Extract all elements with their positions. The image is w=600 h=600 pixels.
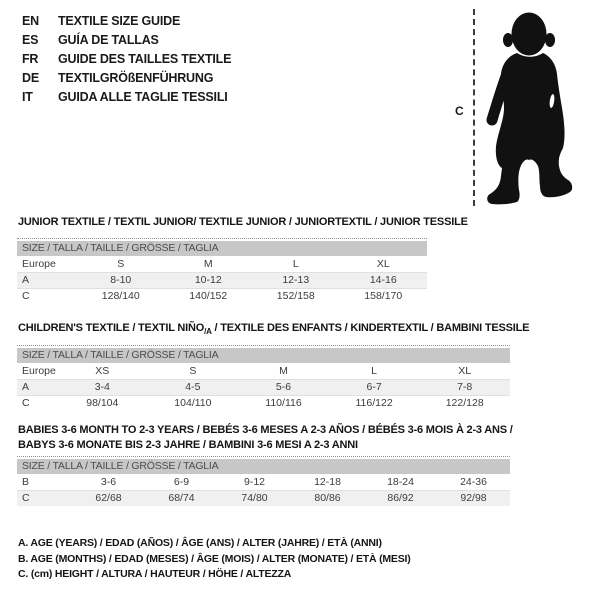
language-row-it	[22, 88, 231, 107]
note-age-years: A. AGE (YEARS) / EDAD (AÑOS) / ÂGE (ANS) / ALTER (JAHRE) / ETÀ (ANNI)	[18, 537, 382, 549]
language-title: TEXTILE SIZE GUIDE	[58, 14, 181, 28]
row-label: B	[22, 476, 30, 488]
value-cell: 152/158	[276, 290, 315, 302]
value-cell: 128/140	[101, 290, 140, 302]
language-title: GUIDA ALLE TAGLIE TESSILI	[58, 90, 228, 104]
table-top-rule	[17, 345, 510, 346]
table-top-rule	[17, 238, 427, 239]
value-cell: 104/110	[174, 397, 212, 409]
value-cell: 7-8	[457, 381, 473, 393]
value-cell: 12-18	[314, 476, 341, 488]
language-row-es	[22, 31, 231, 50]
size-cell: S	[189, 365, 197, 377]
children-table-title	[18, 322, 529, 336]
table-row-age	[17, 379, 510, 395]
junior-size-table	[17, 238, 427, 304]
size-cell: XL	[458, 365, 472, 377]
value-cell: 110/116	[265, 397, 302, 409]
language-title: TEXTILGRÖßENFÜHRUNG	[58, 71, 214, 85]
size-cell: XL	[376, 258, 390, 270]
table-row-europe	[17, 256, 427, 272]
language-row-de	[22, 69, 231, 88]
value-cell: 122/128	[445, 397, 484, 409]
value-cell: 9-12	[243, 476, 265, 488]
table-row-europe	[17, 363, 510, 379]
size-cell: L	[292, 258, 299, 270]
value-cell: 62/68	[95, 492, 122, 504]
size-header-bar: SIZE / TALLA / TAILLE / GRÖSSE / TAGLIA	[17, 348, 510, 363]
value-cell: 10-12	[194, 274, 222, 286]
value-cell: 74/80	[241, 492, 268, 504]
value-cell: 92/98	[460, 492, 487, 504]
table-row-height	[17, 288, 427, 304]
table-row-age	[17, 272, 427, 288]
value-cell: 5-6	[275, 381, 292, 393]
table-row-height	[17, 395, 510, 411]
row-label: C	[22, 290, 30, 302]
language-title-list	[22, 12, 231, 107]
babies-table-title-line2: BABYS 3-6 MONATE BIS 2-3 JAHRE / BAMBINI 3-6 MESI A 2-3 ANNI	[18, 439, 358, 451]
value-cell: 86/92	[387, 492, 414, 504]
value-cell: 3-6	[100, 476, 117, 488]
value-cell: 8-10	[110, 274, 132, 286]
note-height-cm: C. (cm) HEIGHT / ALTURA / HAUTEUR / HÖHE / ALTEZZA	[18, 568, 292, 580]
row-label: A	[22, 381, 30, 393]
babies-table-title-line1: BABIES 3-6 MONTH TO 2-3 YEARS / BEBÉS 3-6 MESES A 2-3 AÑOS / BÉBÉS 3-6 MOIS À 2-3 ANS /	[18, 424, 513, 436]
language-row-fr	[22, 50, 231, 69]
language-code: FR	[22, 52, 39, 66]
table-row-months	[17, 474, 510, 490]
row-label: A	[22, 274, 30, 286]
size-cell: L	[371, 365, 378, 377]
language-code: ES	[22, 33, 39, 47]
row-label: C	[22, 397, 30, 409]
table-top-rule	[17, 456, 510, 457]
value-cell: 158/170	[364, 290, 403, 302]
table-row-height	[17, 490, 510, 506]
size-cell: S	[117, 258, 125, 270]
junior-table-title: JUNIOR TEXTILE / TEXTIL JUNIOR/ TEXTILE JUNIOR / JUNIORTEXTIL / JUNIOR TESSILE	[18, 216, 468, 228]
value-cell: 24-36	[460, 476, 487, 488]
size-cell: XS	[95, 365, 110, 377]
language-title: GUÍA DE TALLAS	[58, 33, 159, 47]
language-code: IT	[22, 90, 33, 104]
language-code: DE	[22, 71, 39, 85]
language-title: GUIDE DES TAILLES TEXTILE	[58, 52, 232, 66]
value-cell: 18-24	[387, 476, 414, 488]
height-measure-label: C	[455, 104, 464, 118]
value-cell: 98/104	[86, 397, 119, 409]
title-sub-text: /A	[204, 327, 212, 337]
title-text: / TEXTILE DES ENFANTS / KINDERTEXTIL / BAMBINI TESSILE	[211, 322, 530, 334]
size-cell: M	[203, 258, 213, 270]
row-label: Europe	[22, 365, 56, 377]
babies-size-table	[17, 456, 510, 506]
title-text: CHILDREN'S TEXTILE / TEXTIL NIÑO	[18, 322, 205, 334]
value-cell: 68/74	[168, 492, 195, 504]
value-cell: 6-9	[173, 476, 190, 488]
value-cell: 3-4	[94, 381, 110, 393]
value-cell: 140/152	[189, 290, 228, 302]
language-code: EN	[22, 14, 39, 28]
height-measure-dashed-line	[473, 9, 475, 206]
toddler-silhouette-icon	[484, 8, 576, 208]
row-label: Europe	[22, 258, 56, 270]
value-cell: 80/86	[314, 492, 341, 504]
size-header-bar: SIZE / TALLA / TAILLE / GRÖSSE / TAGLIA	[17, 241, 427, 256]
children-size-table	[17, 345, 510, 411]
size-header-bar: SIZE / TALLA / TAILLE / GRÖSSE / TAGLIA	[17, 459, 510, 474]
note-age-months: B. AGE (MONTHS) / EDAD (MESES) / ÂGE (MOIS) / ALTER (MONATE) / ETÀ (MESI)	[18, 552, 411, 565]
value-cell: 12-13	[282, 274, 310, 286]
value-cell: 6-7	[366, 381, 382, 393]
row-label: C	[22, 492, 30, 504]
legend-notes	[18, 536, 411, 583]
value-cell: 4-5	[185, 381, 201, 393]
size-cell: M	[279, 365, 288, 377]
value-cell: 116/122	[355, 397, 393, 409]
language-row-en	[22, 12, 231, 31]
value-cell: 14-16	[369, 274, 397, 286]
